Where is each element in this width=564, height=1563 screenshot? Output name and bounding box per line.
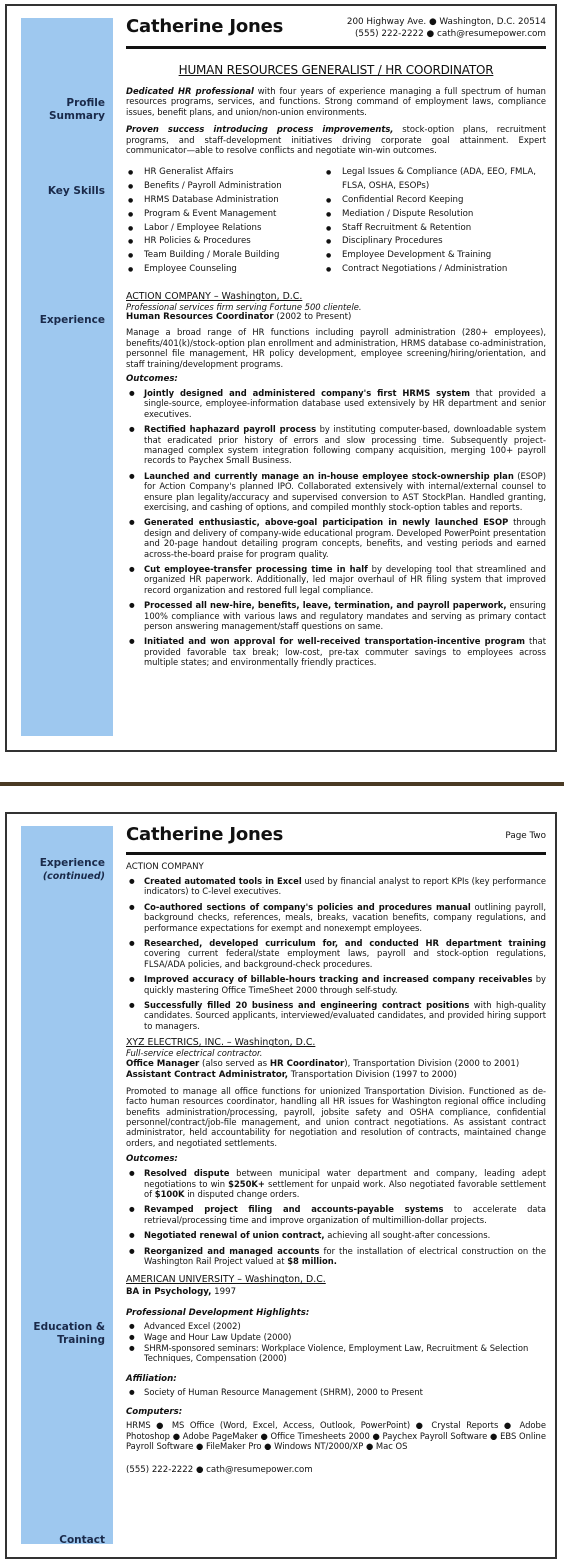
outcome-item: ● Rectified haphazard payroll process by instituting computer-based, downloadable system that eradicated prior history of errors and slow processing time. Subsequently project-managed complex system integration following company acquisition, merging 100+ payroll records to Paychex Small Business.: [126, 424, 546, 466]
list-item: ● HR Generalist Affairs: [126, 166, 324, 180]
outcome-item: ● Generated enthusiastic, above-goal participation in newly launched ESOP through design and delivery of company-wide educational program. Developed PowerPoint presentation and 20-page handout detailing program concepts, benefits, and vesting periods and earned across-the-board praise for program quality.: [126, 517, 546, 559]
phone-email: (555) 222-2222 ● cath@resumepower.com: [354, 29, 546, 39]
outcome-item: ● Researched, developed curriculum for, and conducted HR department training covering current federal/state employment laws, payroll and stock-option regulations, FLSA/ADA policies, and background-check procedures.: [126, 938, 546, 969]
list-item: ● HR Policies & Procedures: [126, 235, 324, 249]
education-section: [126, 1274, 546, 1451]
outcome-item: ● Launched and currently manage an in-house employee stock-ownership plan (ESOP) for Action Company's planned IPO. Collaborated extensively with internal/external counsel to ensure plan legality/accuracy and supervised conversion to AST StockPlan. Handled granting, exercising, and cashing of options, and compiled monthly stock-option tables and reports.: [126, 471, 546, 513]
job-role-2: Assistant Contract Administrator, Transportation Division (1997 to 2000): [126, 1069, 457, 1080]
skills-left-column: [126, 166, 324, 276]
continued-outcomes: [126, 876, 546, 1031]
candidate-name: Catherine Jones: [126, 16, 284, 37]
page-number-label: Page Two: [505, 831, 546, 841]
list-item: ● Labor / Employee Relations: [126, 222, 324, 236]
main-content: [126, 16, 546, 673]
contact-line: (555) 222-2222 ● cath@resumepower.com: [126, 1464, 313, 1475]
job-summary: Promoted to manage all office functions for unionized Transportation Division. Functioned as de-facto human resources coordinator, handling all HR issues for Washington regional office including benefits administration/processing, payroll, jobsite safety and OSHA compliance, confidential personnel/contract/job-file management, and union contract negotiations. As assistant contract administrator, held accountability for negotiation and resolution of contracts, maintained change orders, and negotiated settlements.: [126, 1085, 546, 1148]
section-label-education: Education & Training: [33, 1321, 105, 1346]
job-role-1: Office Manager (also served as HR Coordinator), Transportation Division (2000 to 2001): [126, 1058, 520, 1069]
list-item: ● Confidential Record Keeping: [324, 194, 546, 208]
pd-list: [126, 1321, 546, 1363]
list-item: ● Employee Counseling: [126, 263, 324, 277]
list-item: ● Legal Issues & Compliance (ADA, EEO, FMLA, FLSA, OSHA, ESOPs): [324, 166, 546, 194]
outcome-item: ● Jointly designed and administered company's first HRMS system that provided a single-source, employee-information database used extensively by HR department and senior executives.: [126, 388, 546, 419]
header-rule: [126, 852, 546, 855]
sidebar: [21, 18, 113, 736]
job2-outcomes: [126, 1168, 546, 1266]
degree: BA in Psychology, 1997: [126, 1287, 237, 1298]
computers-label: Computers:: [126, 1407, 183, 1418]
section-label-experience: Experience: [39, 314, 105, 326]
outcome-item: ● Successfully filled 20 business and engineering contract positions with high-quality candidates. Sourced applicants, interviewed/evaluated candidates, and provided hiring support to managers.: [126, 1000, 546, 1031]
main-content-page-two: [126, 824, 546, 1475]
outcomes-label: Outcomes:: [126, 1154, 178, 1165]
outcome-item: ● Improved accuracy of billable-hours tracking and increased company receivables by quickly mastering Office TimeSheet 2000 through self-study.: [126, 974, 546, 995]
affiliation-list: [126, 1387, 546, 1398]
computers-list: HRMS ● MS Office (Word, Excel, Access, Outlook, PowerPoint) ● Crystal Reports ● Adobe Photoshop ● Adobe PageMaker ● Office Timesheets 2000 ● Paychex Payroll Software ● EBS Online Payroll Software ● FileMaker Pro ● Windows NT/2000/XP ● Mac OS: [126, 1420, 546, 1452]
outcome-item: ● Revamped project filing and accounts-payable systems to accelerate data retrieval/processing time and improve organization of multimillion-dollar projects.: [126, 1204, 546, 1225]
list-item: ● Contract Negotiations / Administration: [324, 263, 546, 277]
resume-page-two: [5, 812, 557, 1559]
experience-job1: [126, 291, 546, 668]
company-continued: ACTION COMPANY: [126, 862, 204, 872]
school-name: AMERICAN UNIVERSITY – Washington, D.C.: [126, 1274, 326, 1286]
list-item: ● Benefits / Payroll Administration: [126, 180, 324, 194]
list-item: ● Staff Recruitment & Retention: [324, 222, 546, 236]
outcome-item: ● Initiated and won approval for well-received transportation-incentive program that provided favorable tax break; low-cost, pre-tax commuter savings to employees across multiple states; and environmentally friendly practices.: [126, 636, 546, 667]
skills-list: [126, 166, 546, 276]
page-divider: [0, 782, 564, 786]
sidebar: [21, 826, 113, 1544]
profile-summary: Dedicated HR professional with four years of experience managing a full spectrum of human resources programs, services, and functions. Strong command of employment laws, compliance issues, benefit plans, and union/non-union environments. Proven success introducing process improvements, stock-option plans, recruitment programs, and staff-development initiatives driving corporate goal attainment. Expert communicator—able to resolve conflicts and negotiate win-win outcomes.: [126, 86, 546, 156]
list-item: ● Mediation / Dispute Resolution: [324, 208, 546, 222]
section-label-skills: Key Skills: [47, 185, 105, 197]
outcomes-label: Outcomes:: [126, 373, 178, 384]
outcome-item: ● Cut employee-transfer processing time in half by developing tool that streamlined and organized HR paperwork. Additionally, led major overhaul of HR filing system that improved record organization and restored full legal compliance.: [126, 564, 546, 595]
candidate-name: Catherine Jones: [126, 824, 284, 845]
header-contact: [347, 16, 546, 40]
company-desc: Professional services firm serving Fortune 500 clientele.: [126, 301, 362, 312]
outcome-item: ● Processed all new-hire, benefits, leave, termination, and payroll paperwork, ensuring 100% compliance with various laws and regulatory mandates and serving as primary contact person answering management/staff questions on same.: [126, 600, 546, 631]
list-item: ● HRMS Database Administration: [126, 194, 324, 208]
section-label-experience-continued: Experience (continued): [39, 857, 105, 882]
list-item: ● Employee Development & Training: [324, 249, 546, 263]
outcome-item: ● Resolved dispute between municipal water department and company, leading adept negotiations to win $250K+ settlement for unpaid work. Also negotiated favorable settlement of $100K in disputed change orders.: [126, 1168, 546, 1199]
list-item: ● Wage and Hour Law Update (2000): [126, 1332, 546, 1343]
company-desc: Full-service electrical contractor.: [126, 1048, 263, 1059]
company-name: ACTION COMPANY – Washington, D.C.: [126, 290, 303, 302]
job1-outcomes: [126, 388, 546, 668]
affiliation-item: ● Society of Human Resource Management (SHRM), 2000 to Present: [126, 1387, 546, 1398]
section-label-contact: Contact: [59, 1534, 105, 1546]
list-item: ● SHRM-sponsored seminars: Workplace Violence, Employment Law, Recruitment & Selection Techniques, Compensation (2000): [126, 1343, 546, 1364]
company-name: XYZ ELECTRICS, INC. – Washington, D.C.: [126, 1037, 316, 1049]
list-item: ● Advanced Excel (2002): [126, 1321, 546, 1332]
outcome-item: ● Created automated tools in Excel used by financial analyst to report KPIs (key performance indicators) to C-level executives.: [126, 876, 546, 897]
list-item: ● Disciplinary Procedures: [324, 235, 546, 249]
list-item: ● Program & Event Management: [126, 208, 324, 222]
outcome-item: ● Co-authored sections of company's policies and procedures manual outlining payroll, background checks, references, meals, breaks, vacation benefits, company regulations, and performance expectations for exempt and nonexempt employees.: [126, 902, 546, 933]
outcome-item: ● Negotiated renewal of union contract, achieving all sought-after concessions.: [126, 1230, 546, 1240]
outcome-item: ● Reorganized and managed accounts for the installation of electrical construction on the Washington Rail Project valued at $8 million.: [126, 1246, 546, 1267]
affiliation-label: Affiliation:: [126, 1373, 177, 1384]
skills-right-column: [324, 166, 546, 276]
job-role: Human Resources Coordinator (2002 to Present): [126, 312, 352, 323]
experience-job2: [126, 1037, 546, 1266]
pd-label: Professional Development Highlights:: [126, 1308, 310, 1319]
list-item: ● Team Building / Morale Building: [126, 249, 324, 263]
job-summary: Manage a broad range of HR functions including payroll administration (280+ employees), benefits/401(k)/stock-option plan enrollment and administration, HRMS database co-administration, personnel file management, HR policy development, employee screening/hiring/orientation, and staff training/development programs.: [126, 327, 547, 369]
header-rule: [126, 46, 546, 49]
section-label-profile: Profile Summary: [48, 97, 105, 122]
address: 200 Highway Ave. ● Washington, D.C. 20514: [346, 17, 546, 27]
resume-page-one: [5, 4, 557, 752]
job-title: HUMAN RESOURCES GENERALIST / HR COORDINATOR: [178, 63, 494, 77]
